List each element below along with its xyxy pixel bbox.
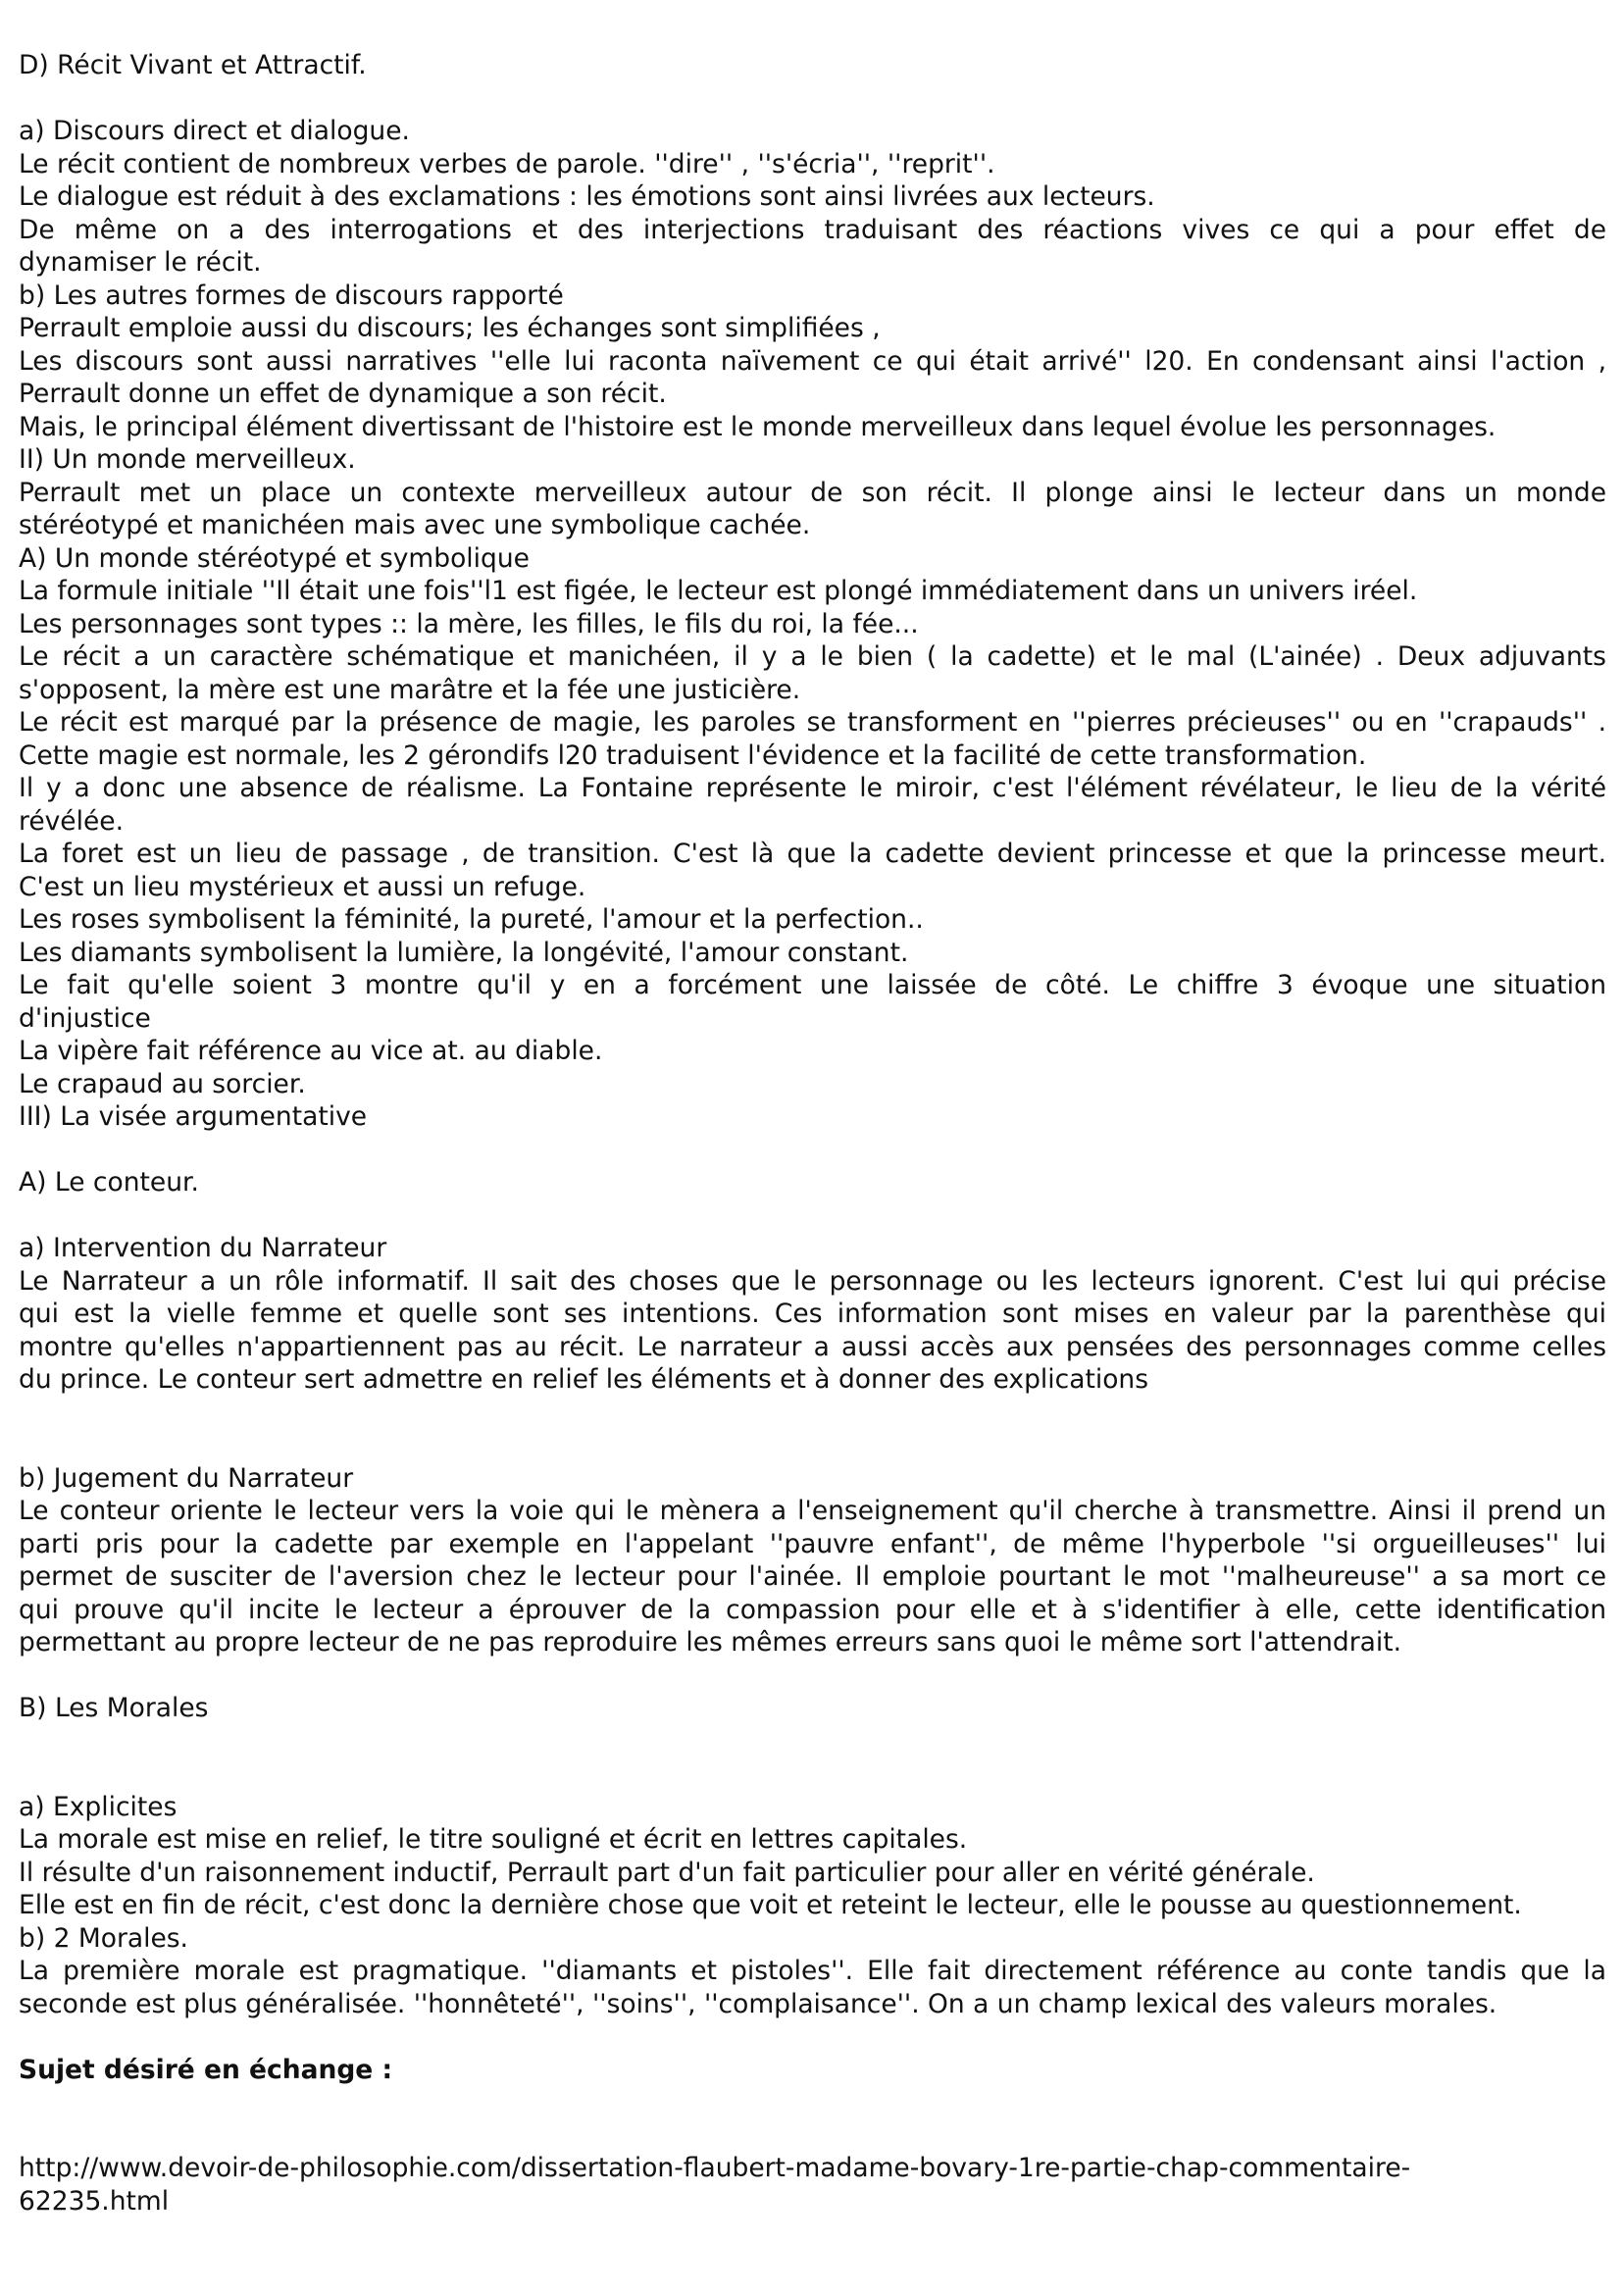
paragraph-line: dynamiser le récit. xyxy=(19,247,262,278)
paragraph-line: permettant au propre lecteur de ne pas reproduire les mêmes erreurs sans quoi le même sort l'attendrait. xyxy=(19,1627,1402,1657)
paragraph-line: De même on a des interrogations et des interjections traduisant des réactions vives ce qui a pour effet de xyxy=(19,214,1606,245)
paragraph-line: s'opposent, la mère est une marâtre et la fée une justicière. xyxy=(19,674,801,705)
section-heading: II) Un monde merveilleux. xyxy=(19,444,356,475)
subsection-heading: a) Discours direct et dialogue. xyxy=(19,116,410,146)
section-heading: A) Le conteur. xyxy=(19,1167,199,1198)
subsection-heading: b) 2 Morales. xyxy=(19,1922,188,1954)
paragraph-line: révélée. xyxy=(19,805,124,837)
paragraph-line: La morale est mise en relief, le titre souligné et écrit en lettres capitales. xyxy=(19,1824,968,1855)
paragraph-line: Il y a donc une absence de réalisme. La Fontaine représente le miroir, c'est l'élément révélateur, le lieu de la vérité xyxy=(19,773,1606,803)
section-heading: A) Un monde stéréotypé et symbolique xyxy=(19,542,530,574)
paragraph-line: Il résulte d'un raisonnement inductif, Perrault part d'un fait particulier pour aller en vérité générale. xyxy=(19,1857,1315,1888)
paragraph-line: Perrault met un place un contexte merveilleux autour de son récit. Il plonge ainsi le lecteur dans un monde xyxy=(19,477,1606,508)
paragraph-line: seconde est plus généralisée. ''honnêteté'', ''soins'', ''complaisance''. On a un champ lexical des valeurs morales. xyxy=(19,1988,1497,2019)
subsection-heading: a) Intervention du Narrateur xyxy=(19,1233,387,1263)
paragraph-line: parti pris pour la cadette par exemple en l'appelant ''pauvre enfant'', de même l'hyperbole ''si orgueilleuses'' lui xyxy=(19,1528,1606,1559)
exchange-label: Sujet désiré en échange : xyxy=(19,2054,393,2085)
paragraph-line: permet de susciter de l'aversion chez le lecteur pour l'ainée. Il emploie pourtant le mot ''malheureuse'' a sa mort ce xyxy=(19,1561,1606,1592)
paragraph-line: La vipère fait référence au vice at. au diable. xyxy=(19,1036,603,1066)
paragraph-line: qui prouve qu'il incite le lecteur a éprouver de la compassion pour elle et à s'identifier à elle, cette identification xyxy=(19,1594,1606,1625)
document-body xyxy=(19,49,1606,2218)
subsection-heading: a) Explicites xyxy=(19,1791,178,1822)
paragraph-line: Le conteur oriente le lecteur vers la voie qui le mènera a l'enseignement qu'il cherche à transmettre. Ainsi il prend un xyxy=(19,1496,1606,1526)
paragraph-line: Le dialogue est réduit à des exclamations : les émotions sont ainsi livrées aux lecteurs. xyxy=(19,181,1155,212)
paragraph-line: La formule initiale ''Il était une fois''l1 est figée, le lecteur est plongé immédiatement dans un univers iréel. xyxy=(19,576,1418,606)
paragraph-line: Le Narrateur a un rôle informatif. Il sait des choses que le personnage ou les lecteurs ignorent. C'est lui qui précise xyxy=(19,1265,1606,1297)
paragraph-line: C'est un lieu mystérieux et aussi un refuge. xyxy=(19,871,586,902)
paragraph-line: Perrault emploie aussi du discours; les échanges sont simplifiées , xyxy=(19,313,881,343)
paragraph-line: Le récit a un caractère schématique et manichéen, il y a le bien ( la cadette) et le mal (L'ainée) . Deux adjuvants xyxy=(19,641,1606,672)
section-heading: D) Récit Vivant et Attractif. xyxy=(19,50,367,80)
paragraph-line: d'injustice xyxy=(19,1002,151,1034)
paragraph-line: Mais, le principal élément divertissant de l'histoire est le monde merveilleux dans lequel évolue les personnages. xyxy=(19,411,1497,442)
paragraph-line: montre qu'elles n'appartiennent pas au récit. Le narrateur a aussi accès aux pensées des personnages comme celles xyxy=(19,1331,1606,1362)
paragraph-line: Perrault donne un effet de dynamique a son récit. xyxy=(19,379,667,409)
subsection-heading: b) Jugement du Narrateur xyxy=(19,1462,354,1494)
paragraph-line: Les diamants symbolisent la lumière, la longévité, l'amour constant. xyxy=(19,937,909,968)
source-url: http://www.devoir-de-philosophie.com/dissertation-flaubert-madame-bovary-1re-partie-chap-commentaire- xyxy=(19,2153,1411,2183)
paragraph-line: Les roses symbolisent la féminité, la pureté, l'amour et la perfection.. xyxy=(19,904,924,935)
paragraph-line: du prince. Le conteur sert admettre en relief les éléments et à donner des explications xyxy=(19,1364,1149,1395)
paragraph-line: stéréotypé et manichéen mais avec une symbolique cachée. xyxy=(19,510,811,540)
source-url: 62235.html xyxy=(19,2185,170,2217)
paragraph-line: Elle est en fin de récit, c'est donc la dernière chose que voit et reteint le lecteur, elle le pousse au questionnement. xyxy=(19,1890,1522,1920)
paragraph-line: Le fait qu'elle soient 3 montre qu'il y en a forcément une laissée de côté. Le chiffre 3 évoque une situation xyxy=(19,970,1606,1000)
paragraph-line: Les discours sont aussi narratives ''elle lui raconta naïvement ce qui était arrivé'' l20. En condensant ainsi l'action , xyxy=(19,345,1606,377)
paragraph-line: La première morale est pragmatique. ''diamants et pistoles''. Elle fait directement référence au conte tandis que la xyxy=(19,1956,1606,1986)
paragraph-line: Cette magie est normale, les 2 gérondifs l20 traduisent l'évidence et la facilité de cette transformation. xyxy=(19,739,1367,771)
paragraph-line: Le récit est marqué par la présence de magie, les paroles se transforment en ''pierres précieuses'' ou en ''crapauds'' . xyxy=(19,707,1606,738)
subsection-heading: b) Les autres formes de discours rapporté xyxy=(19,280,564,311)
paragraph-line: Les personnages sont types :: la mère, les filles, le fils du roi, la fée... xyxy=(19,608,919,639)
paragraph-line: Le crapaud au sorcier. xyxy=(19,1068,306,1099)
paragraph-line: qui est la vielle femme et quelle sont ses intentions. Ces information sont mises en valeur par la parenthèse qui xyxy=(19,1299,1606,1329)
paragraph-line: La foret est un lieu de passage , de transition. C'est là que la cadette devient princesse et que la princesse meurt. xyxy=(19,839,1606,869)
section-heading: B) Les Morales xyxy=(19,1693,209,1723)
section-heading: III) La visée argumentative xyxy=(19,1101,368,1132)
paragraph-line: Le récit contient de nombreux verbes de parole. ''dire'' , ''s'écria'', ''reprit''. xyxy=(19,148,995,179)
